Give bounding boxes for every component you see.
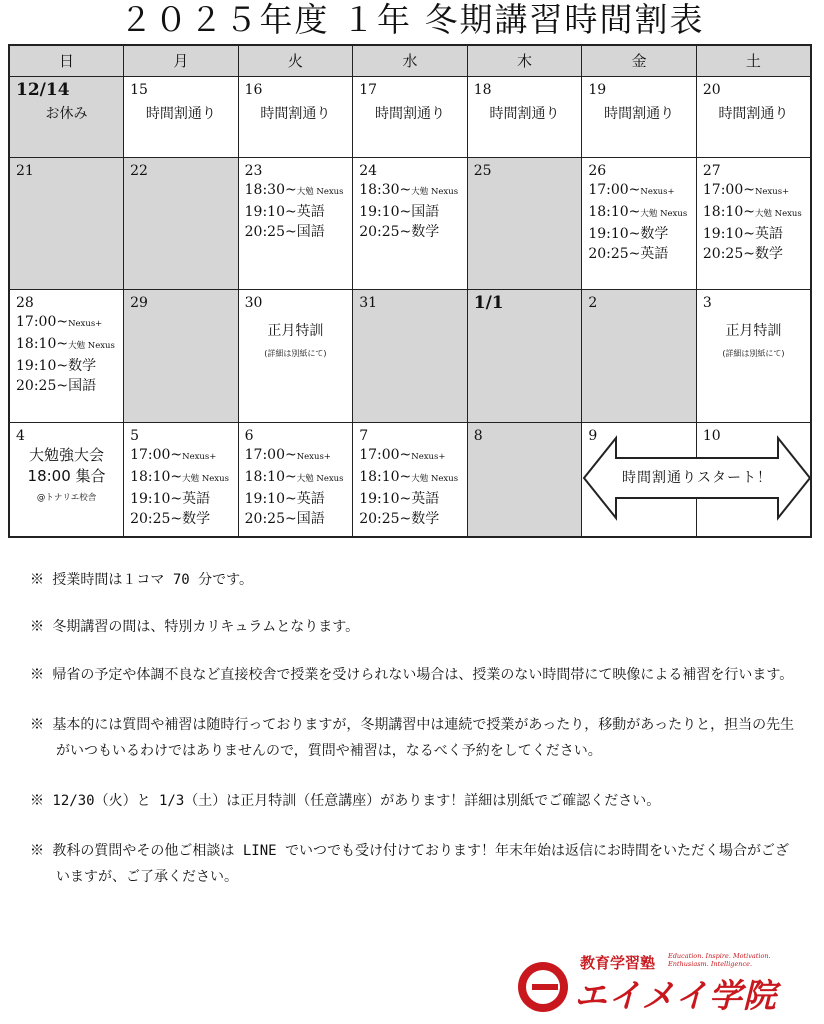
day-cell	[353, 289, 468, 422]
note-item: ※ 基本的には質問や補習は随時行っておりますが，冬期講習中は連続で授業があったり，移動があったりと，担当の先生がいつもいるわけではありませんので，質問や補習は，なるべく予約をしてください。	[30, 717, 795, 759]
notes-list	[30, 567, 800, 914]
weekday-tue: 火	[238, 45, 353, 76]
day-cell	[353, 422, 468, 537]
day-number: 17	[359, 81, 378, 98]
day-number: 5	[130, 427, 139, 444]
schedule-line: 19:10~英語	[244, 203, 325, 220]
day-status: 時間割通り	[374, 105, 445, 122]
schedule-start-arrow	[582, 434, 812, 522]
day-number: 8	[473, 427, 483, 444]
school-logo	[518, 950, 788, 1015]
schedule-line: 18:10~大勉 Nexus	[702, 203, 802, 220]
event-time: 18:00 集合	[27, 466, 106, 485]
schedule-line: 18:30~大勉 Nexus	[244, 181, 344, 198]
schedule-line: 18:10~大勉 Nexus	[588, 203, 688, 220]
day-cell	[696, 76, 811, 157]
day-number: 21	[16, 162, 34, 179]
day-cell	[9, 157, 124, 289]
event-note: (詳細は別紙にて)	[722, 348, 785, 358]
logo-name: エイメイ学院	[574, 976, 778, 1015]
event-title: 正月特訓	[267, 322, 324, 339]
day-number: 23	[244, 162, 263, 179]
day-number: 7	[359, 427, 369, 444]
day-cell	[353, 76, 468, 157]
day-cell	[582, 289, 697, 422]
schedule-line: 20:25~数学	[359, 223, 440, 240]
schedule-line: 20:25~国語	[244, 223, 325, 240]
weekday-thu: 木	[467, 45, 582, 76]
day-cell	[467, 76, 582, 157]
day-status: 時間割通り	[604, 105, 675, 122]
weekday-sun: 日	[9, 45, 124, 76]
day-cell	[353, 157, 468, 289]
week-row	[9, 157, 811, 289]
schedule-line: 19:10~数学	[588, 225, 669, 242]
day-number: 12/14	[16, 79, 70, 100]
schedule-line: 18:10~大勉 Nexus	[16, 335, 115, 352]
arrow-label: 時間割通りスタート！	[622, 470, 772, 486]
note-item: ※ 授業時間は１コマ 70 分です。	[30, 572, 254, 588]
day-number: 4	[16, 427, 25, 444]
note-item: ※ 12/30（火）と 1/3（土）は正月特訓（任意講座）があります！詳細は別紙でご確認ください。	[30, 793, 661, 809]
day-cell	[696, 157, 811, 289]
schedule-line: 17:00~Nexus+	[244, 446, 331, 463]
weekday-mon: 月	[124, 45, 239, 76]
day-cell	[582, 76, 697, 157]
logo-mark-icon	[518, 962, 568, 1012]
day-cell	[124, 76, 239, 157]
week-row	[9, 289, 811, 422]
day-number: 27	[702, 162, 721, 179]
day-cell	[9, 422, 124, 537]
schedule-line: 17:00~Nexus+	[702, 181, 790, 198]
schedule-line: 20:25~数学	[359, 510, 440, 527]
page-title: ２０２５年度 １年 冬期講習時間割表	[119, 0, 705, 39]
schedule-line: 17:00~Nexus+	[16, 313, 103, 330]
weekday-fri: 金	[582, 45, 697, 76]
day-cell	[9, 289, 124, 422]
schedule-line: 20:25~国語	[244, 510, 325, 527]
schedule-line: 18:30~大勉 Nexus	[359, 181, 459, 198]
schedule-line: 18:10~大勉 Nexus	[244, 468, 344, 485]
day-cell	[9, 76, 124, 157]
day-status: 時間割通り	[145, 105, 216, 122]
day-number: 19	[588, 81, 607, 98]
day-number: 16	[244, 81, 263, 98]
schedule-line: 19:10~国語	[359, 203, 440, 220]
day-cell	[124, 422, 239, 537]
note-item: ※ 冬期講習の間は、特別カリキュラムとなります。	[30, 619, 360, 635]
day-cell	[238, 289, 353, 422]
day-status: 時間割通り	[489, 105, 560, 122]
day-cell	[467, 289, 582, 422]
schedule-line: 19:10~英語	[130, 490, 211, 507]
day-number: 20	[702, 81, 721, 98]
day-status: 時間割通り	[260, 105, 331, 122]
event-title: 正月特訓	[725, 322, 782, 339]
day-number: 10	[702, 427, 721, 444]
day-cell	[124, 289, 239, 422]
schedule-line: 19:10~英語	[359, 490, 440, 507]
note-item: ※ 帰省の予定や体調不良など直接校舎で授業を受けられない場合は、授業のない時間帯にて映像による補習を行います。	[30, 667, 794, 683]
schedule-line: 19:10~英語	[702, 225, 783, 242]
day-number: 29	[130, 294, 148, 311]
note-item: ※ 教科の質問やその他ご相談は LINE でいつでも受け付けております！年末年始は返信にお時間をいただく場合がございますが、ご了承ください。	[30, 843, 789, 885]
schedule-line: 17:00~Nexus+	[359, 446, 446, 463]
day-number: 25	[473, 162, 492, 179]
day-number: 31	[359, 294, 378, 311]
day-number: 28	[16, 294, 34, 311]
day-cell	[124, 157, 239, 289]
day-cell	[467, 157, 582, 289]
day-status: お休み	[45, 105, 88, 122]
day-cell	[238, 157, 353, 289]
day-number: 22	[130, 162, 148, 179]
day-cell	[582, 157, 697, 289]
event-note: (詳細は別紙にて)	[264, 348, 327, 358]
day-status: 時間割通り	[718, 105, 789, 122]
day-number: 2	[588, 294, 598, 311]
day-number: 1/1	[473, 292, 504, 313]
day-number: 30	[244, 294, 263, 311]
day-cell	[238, 76, 353, 157]
schedule-line: 19:10~英語	[244, 490, 325, 507]
weekday-wed: 水	[353, 45, 468, 76]
day-cell	[696, 289, 811, 422]
schedule-line: 17:00~Nexus+	[130, 446, 217, 463]
day-number: 3	[702, 294, 712, 311]
weekday-sat: 土	[696, 45, 811, 76]
weekday-header-row	[9, 45, 811, 76]
logo-tagline-jp: 教育学習塾	[580, 954, 656, 972]
day-cell	[467, 422, 582, 537]
day-cell	[238, 422, 353, 537]
day-number: 15	[130, 81, 148, 98]
day-number: 26	[588, 162, 607, 179]
event-title: 大勉強大会	[29, 445, 105, 464]
schedule-line: 20:25~英語	[588, 245, 669, 262]
day-number: 6	[244, 427, 254, 444]
schedule-line: 20:25~数学	[702, 245, 783, 262]
schedule-line: 19:10~数学	[16, 357, 97, 374]
schedule-line: 20:25~国語	[16, 377, 97, 394]
schedule-line: 17:00~Nexus+	[588, 181, 675, 198]
schedule-line: 18:10~大勉 Nexus	[359, 468, 459, 485]
schedule-line: 18:10~大勉 Nexus	[130, 468, 229, 485]
day-number: 18	[473, 81, 492, 98]
week-row	[9, 76, 811, 157]
schedule-line: 20:25~数学	[130, 510, 211, 527]
event-place: @トナリエ校舎	[36, 492, 97, 503]
day-number: 9	[588, 427, 598, 444]
logo-tagline-en: Education. Inspire. Motivation. Enthusiasm. Intelligence.	[668, 952, 771, 968]
day-number: 24	[359, 162, 378, 179]
